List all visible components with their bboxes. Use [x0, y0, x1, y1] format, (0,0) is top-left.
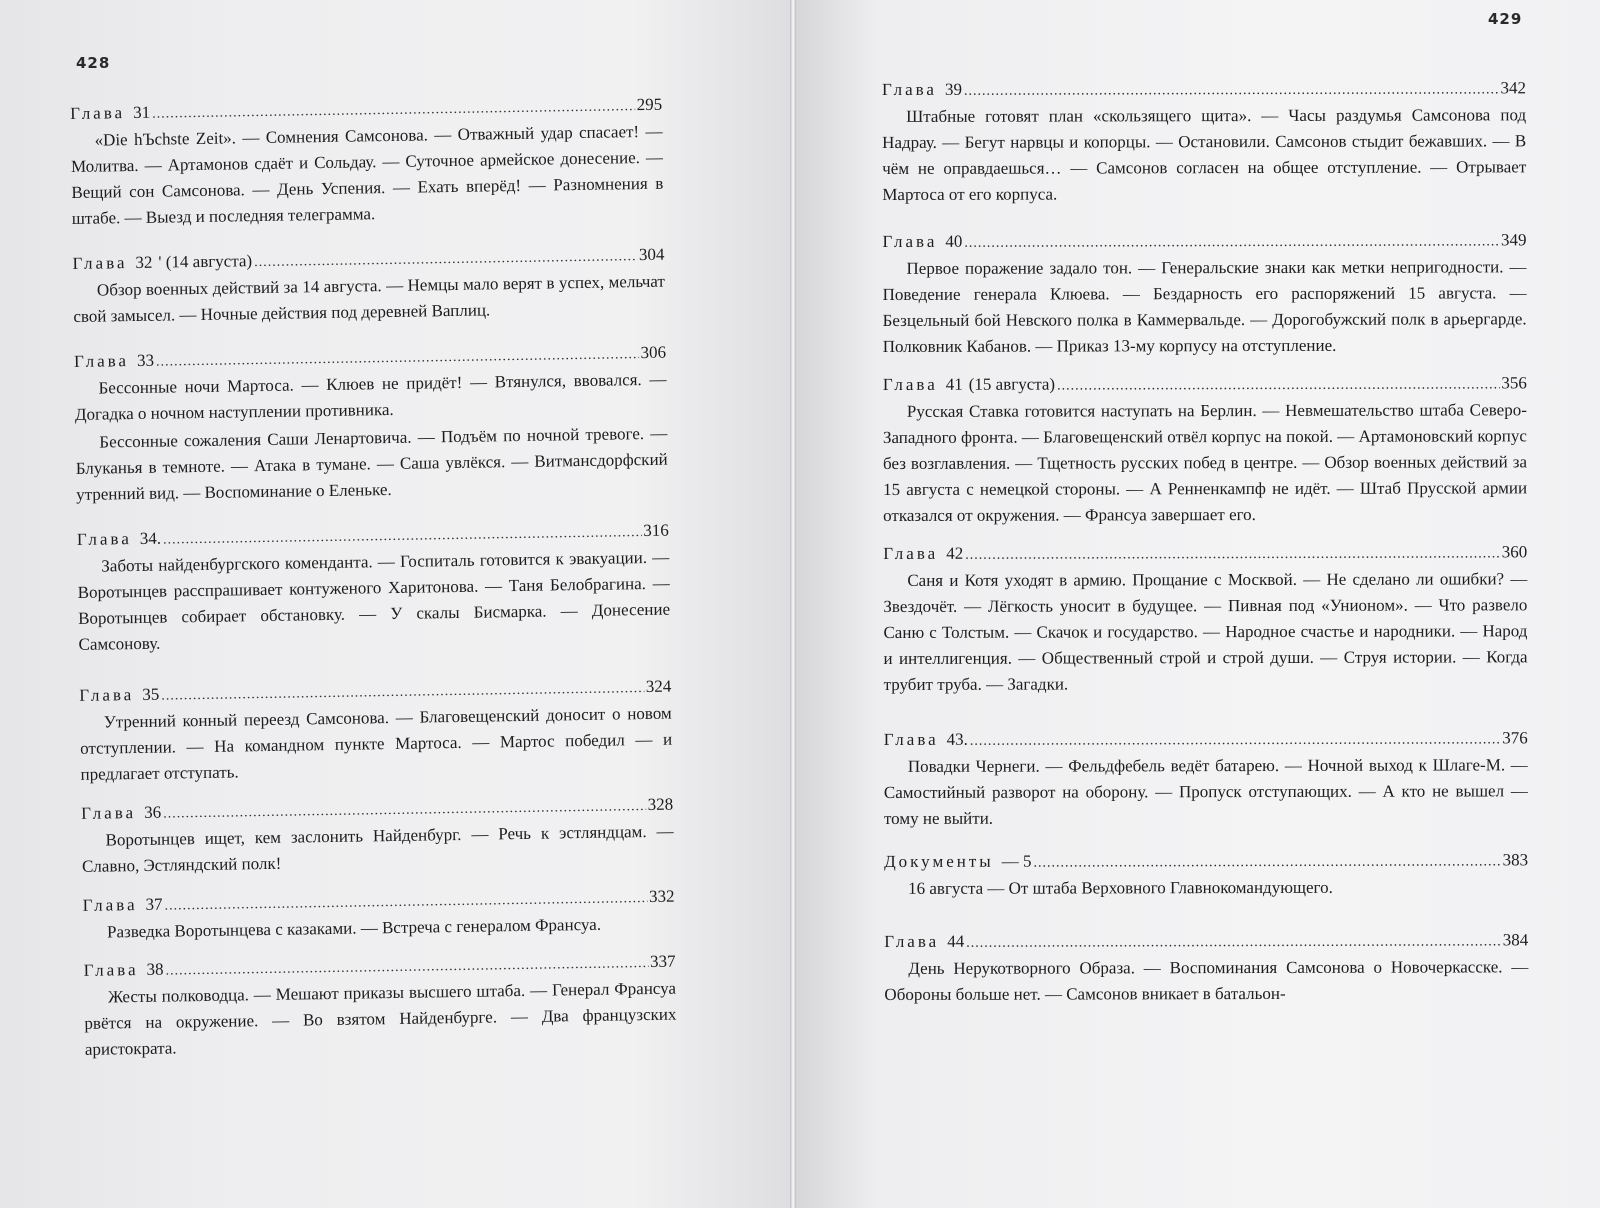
right-page [796, 0, 1600, 1208]
chapter-number: 35 [142, 684, 160, 704]
chapter-page-number: 376 [1502, 728, 1528, 748]
toc-entry [83, 950, 677, 1063]
chapter-summary [84, 976, 677, 1063]
left-page [0, 0, 792, 1208]
page-number: 428 [76, 54, 111, 72]
toc-entry [79, 675, 673, 788]
chapter-number: 38 [146, 959, 164, 979]
chapter-number: 33 [136, 350, 155, 370]
chapter-summary [882, 254, 1526, 360]
chapter-summary-paragraph: Бессонные ночи Мартоса. — Клюев не придёт! — Втянулся, ввовался. — Догадка о ночном наступлении противника. [74, 369, 667, 424]
dot-leader [964, 230, 1499, 255]
toc-entry [883, 540, 1527, 698]
chapter-summary-paragraph: Саня и Котя уходят в армию. Прощание с Москвой. — Не сделано ли ошибки? — Звездочёт. — Лёгкость уносит в будущее. — Пивная под «Унионом». — Что развело Саню с Толстым. — Скачок и государство. — Народное счастье и народники. — Народ и интеллигенция. — Общественный строй и строй души. — Струя истории. — Когда трубит труба. — Загадки. [883, 569, 1528, 694]
chapter-number: 42 [946, 543, 964, 563]
chapter-summary [70, 119, 664, 232]
toc-entry [883, 371, 1527, 529]
chapter-summary [884, 752, 1528, 832]
chapter-summary [74, 367, 668, 508]
chapter-summary [884, 954, 1528, 1008]
chapter-label: Глава [882, 374, 938, 394]
chapter-number: 31 [132, 102, 151, 123]
chapter-page-number: 356 [1501, 373, 1527, 393]
toc-entry [77, 519, 671, 658]
chapter-summary-paragraph: Разведка Воротынцева с казаками. — Встреча с генералом Франсуа. [106, 914, 602, 942]
toc-entry-heading [884, 848, 1528, 876]
chapter-number: 43. [946, 729, 968, 749]
chapter-summary-paragraph: Русская Ставка готовится наступать на Берлин. — Невмешательство штаба Северо-Западного фронта. — Благовещенский отвёл корпус на покой. — Артамоновский корпус без возглавления. — Тщетность русских побед в центре. — Обзор военных действий за 15 августа с немецкой стороны. — А Ренненкампф не идёт. — Штаб Прусской армии отказался от окружения. — Франсуа завершает его. [882, 400, 1528, 525]
toc-entry [70, 93, 664, 232]
chapter-summary-paragraph: Жесты полководца. — Мешают приказы высшего штаба. — Генерал Франсуа рвётся на окружение. — Во взятом Найденбурге. — Два французских аристократа. [84, 978, 677, 1059]
chapter-summary-paragraph: Воротынцев ищет, кем заслонить Найденбург. — Речь к эстляндцам. — Славно, Эстляндский полк! [81, 821, 674, 876]
chapter-number: 36 [143, 802, 162, 822]
chapter-label: Глава [83, 960, 139, 980]
chapter-number: 44 [947, 931, 965, 951]
chapter-summary-paragraph: Бессонные сожаления Саши Ленартовича. — Подъём по ночной тревоге. — Блуканья в темноте. — Атака в тумане. — Саша увлёкся. — Витмансдорфский утренний вид. — Воспоминание о Еленьке. [75, 423, 668, 504]
toc-entry [882, 76, 1526, 208]
chapter-page-number: 332 [648, 886, 675, 907]
chapter-summary-paragraph: Первое поражение задало тон. — Генеральские знаки как метки непригодности. — Поведение генерала Клюева. — Бездарность его распоряжений 15 августа. — Безцельный бой Невского полка в Каммервальде. — Дорогобужский полк в арьергарде. Полковник Кабанов. — Приказ 13-му корпусу на отступление. [882, 257, 1527, 356]
dot-leader [1057, 373, 1499, 398]
chapter-summary-paragraph: 16 августа — От штаба Верховного Главнокомандующего. [908, 877, 1333, 898]
chapter-page-number: 324 [645, 676, 672, 697]
toc-list [882, 76, 1528, 1021]
chapter-label: Глава [73, 351, 130, 371]
toc-entry [81, 793, 674, 880]
chapter-label: Глава [883, 543, 939, 563]
chapter-page-number: 328 [647, 794, 674, 815]
chapter-summary-paragraph: День Нерукотворного Образа. — Воспоминания Самсонова о Новочеркасске. — Обороны больше нет. — Самсонов вникает в батальон- [884, 957, 1529, 1004]
chapter-date-note: (15 августа) [968, 374, 1056, 394]
chapter-number: — 5 [1001, 851, 1032, 871]
toc-entry-heading [883, 540, 1527, 568]
chapter-label: Глава [882, 79, 937, 99]
chapter-summary [81, 819, 674, 880]
dot-leader [965, 542, 1500, 567]
chapter-summary [883, 397, 1527, 529]
chapter-summary-paragraph: Повадки Чернеги. — Фельдфебель ведёт батарею. — Ночной выход к Шлаге-М. — Самостийный разворот на оборону. — Пропуск отступающих. — А кто не вышел — тому не выйти. [883, 755, 1528, 828]
toc-entry [884, 928, 1528, 1008]
chapter-page-number: 342 [1500, 78, 1527, 98]
toc-entry-heading [884, 726, 1528, 754]
chapter-label: Глава [883, 729, 939, 749]
page-number: 429 [1488, 10, 1523, 28]
chapter-number: 34. [139, 528, 162, 548]
chapter-label: Глава [76, 529, 132, 549]
toc-entry [884, 726, 1528, 832]
toc-entry [72, 243, 665, 330]
chapter-date-note: ' (14 августа) [158, 251, 253, 272]
chapter-page-number: 337 [649, 951, 676, 971]
toc-entry-heading [884, 928, 1528, 956]
chapter-summary [884, 874, 1528, 902]
toc-entry-heading [882, 76, 1526, 104]
chapter-label: Глава [79, 685, 135, 705]
chapter-summary-paragraph: «Die hЪchste Zeit». — Сомнения Самсонова. — Отважный удар спасает! — Молитва. — Артамонов сдаёт и Сольдау. — Суточное армейское донесение. — Вещий сон Самсонова. — День Успения. — Ехать вперёд! — Разномнения в штабе. — Выезд и последняя телеграмма. [70, 121, 664, 228]
chapter-page-number: 306 [640, 342, 667, 363]
chapter-summary [883, 566, 1527, 698]
chapter-label: Глава [884, 931, 940, 951]
chapter-page-number: 316 [643, 520, 669, 541]
chapter-label: Глава [882, 231, 938, 251]
chapter-page-number: 304 [638, 244, 665, 265]
chapter-label: Глава [82, 895, 138, 915]
chapter-page-number: 383 [1502, 850, 1529, 870]
chapter-number: 41 [945, 374, 963, 394]
chapter-summary-paragraph: Утренний конный переезд Самсонова. — Благовещенский доносит о новом отступлении. — На командном пункте Мартоса. — Мартос победил — и предлагает отступать. [80, 703, 673, 784]
chapter-summary [73, 269, 666, 330]
chapter-page-number: 295 [636, 94, 663, 115]
dot-leader [970, 728, 1500, 753]
chapter-label: Глава [72, 253, 128, 273]
chapter-number: 40 [945, 231, 963, 251]
toc-entry [74, 341, 668, 508]
chapter-page-number: 360 [1501, 542, 1528, 562]
toc-entry-heading [883, 371, 1527, 399]
dot-leader [966, 930, 1501, 955]
chapter-summary [80, 701, 673, 788]
chapter-summary-paragraph: Штабные готовят план «скользящего щита». — Часы раздумья Самсонова под Надрау. — Бегут нарвцы и копорцы. — Остановили. Самсонов стыдит бежавших. — В чём не оправдаешься… — Самсонов согласен на общее отступление. — Отрывает Мартоса от его корпуса. [882, 105, 1527, 204]
chapter-number: 37 [145, 894, 163, 914]
chapter-summary [882, 102, 1526, 208]
chapter-summary-paragraph: Обзор военных действий за 14 августа. — Немцы мало верят в успех, мельчат свой замысел. — Ночные действия под деревней Ваплиц. [73, 271, 666, 326]
toc-entry-heading [882, 228, 1526, 256]
toc-list [70, 93, 677, 1076]
chapter-summary-paragraph: Заботы найденбургского коменданта. — Госпиталь готовится к эвакуации. — Воротынцев расспрашивает контуженого Харитонова. — Таня Белобрагина. — Воротынцев собирает обстановку. — У скалы Бисмарка. — Донесение Самсонову. [77, 547, 671, 654]
chapter-number: 32 [135, 252, 153, 272]
chapter-number: 39 [944, 79, 962, 99]
toc-entry [882, 228, 1526, 360]
toc-entry [884, 848, 1528, 902]
chapter-summary [77, 545, 671, 658]
chapter-page-number: 384 [1502, 930, 1529, 950]
chapter-page-number: 349 [1500, 230, 1527, 250]
chapter-label: Глава [81, 803, 137, 823]
dot-leader [964, 78, 1499, 103]
chapter-label: Документы [884, 851, 994, 871]
dot-leader [1033, 850, 1500, 875]
chapter-label: Глава [70, 103, 126, 123]
toc-entry [82, 885, 675, 946]
